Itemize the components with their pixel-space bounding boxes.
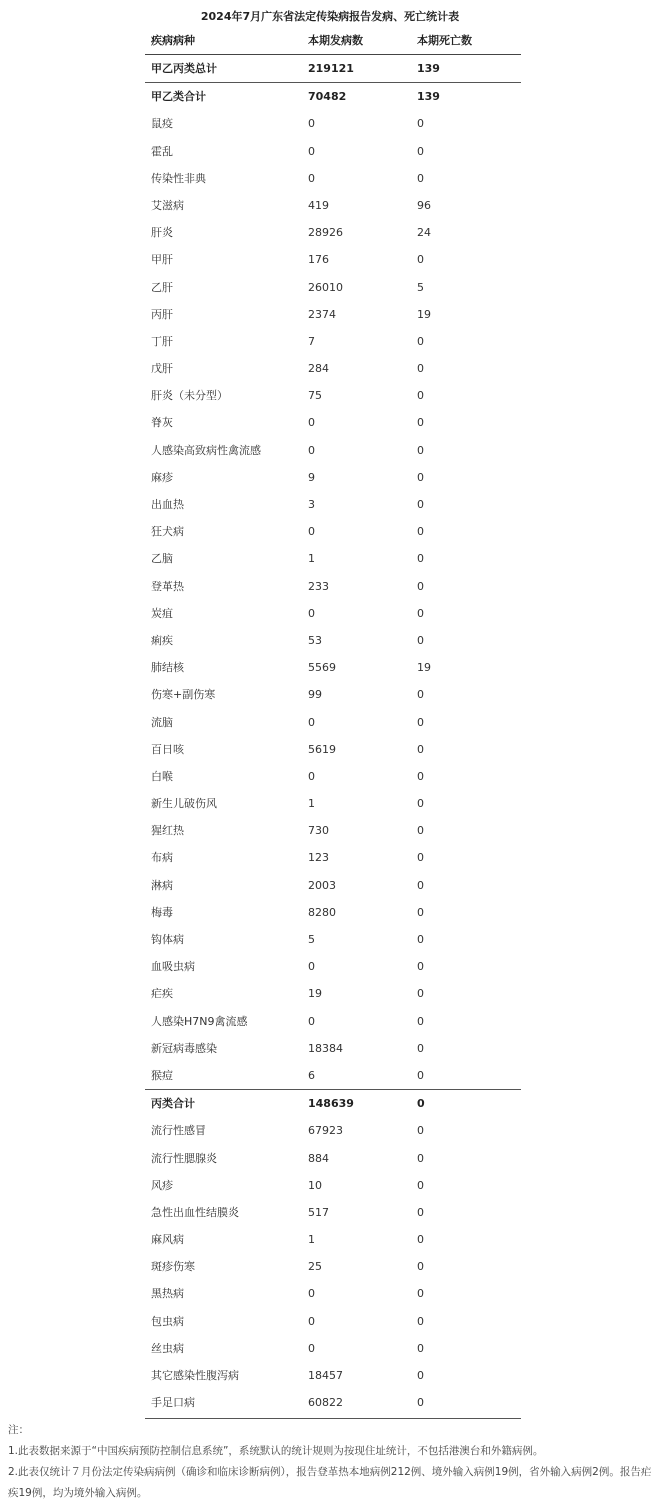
disease-name-cell: 肝炎（未分型） (151, 389, 228, 403)
deaths-cell: 0 (417, 1124, 424, 1138)
table-row (145, 1199, 521, 1226)
disease-name-cell: 痢疾 (151, 633, 173, 647)
deaths-cell: 0 (417, 1205, 424, 1219)
table-row (145, 110, 521, 137)
table-row (145, 355, 521, 382)
table-row (145, 980, 521, 1007)
disease-name-cell: 新冠病毒感染 (151, 1041, 217, 1055)
disease-name-cell: 出血热 (151, 498, 184, 511)
cases-cell: 0 (308, 960, 315, 974)
cases-cell: 1 (308, 552, 315, 566)
disease-name-cell: 肝炎 (151, 226, 173, 240)
deaths-cell: 0 (417, 498, 424, 511)
cases-cell: 60822 (308, 1396, 343, 1410)
cases-cell: 0 (308, 443, 315, 457)
cases-cell: 53 (308, 633, 322, 647)
table-row (145, 1226, 521, 1253)
disease-name-cell: 流脑 (151, 715, 173, 729)
cases-cell: 25 (308, 1260, 322, 1274)
notes-line-1: 1.此表数据来源于“中国疾病预防控制信息系统”，系统默认的统计规则为按现住址统计，不包括港澳台和外籍病例。 (8, 1445, 544, 1457)
table-row (145, 409, 521, 436)
deaths-cell: 0 (417, 688, 424, 702)
table-row (145, 926, 521, 953)
cases-cell: 233 (308, 579, 329, 593)
disease-name-cell: 丙肝 (151, 307, 173, 321)
cases-cell: 26010 (308, 280, 343, 294)
cases-cell: 1 (308, 1233, 315, 1247)
cases-cell: 0 (308, 1014, 315, 1028)
table-row (145, 246, 521, 273)
disease-name-cell: 流行性腮腺炎 (151, 1151, 217, 1165)
deaths-cell: 0 (417, 1041, 424, 1055)
deaths-cell: 0 (417, 1260, 424, 1274)
disease-name-cell: 斑疹伤寒 (151, 1260, 195, 1274)
table-row (145, 464, 521, 491)
disease-name-cell: 甲乙类合计 (151, 90, 206, 104)
cases-cell: 19 (308, 987, 322, 1001)
disease-name-cell: 急性出血性结膜炎 (151, 1205, 239, 1219)
table-row (145, 1062, 521, 1089)
deaths-cell: 0 (417, 416, 424, 430)
cases-cell: 7 (308, 334, 315, 348)
deaths-cell: 0 (417, 987, 424, 1001)
cases-cell: 219121 (308, 62, 354, 75)
table-row (145, 301, 521, 328)
disease-name-cell: 鼠疫 (151, 117, 173, 131)
disease-name-cell: 甲乙丙类总计 (151, 62, 217, 75)
deaths-cell: 0 (417, 1314, 424, 1328)
cases-cell: 148639 (308, 1097, 354, 1111)
deaths-cell: 0 (417, 171, 424, 185)
cases-cell: 517 (308, 1205, 329, 1219)
cases-cell: 5569 (308, 661, 336, 675)
cases-cell: 9 (308, 470, 315, 484)
disease-name-cell: 乙脑 (151, 552, 173, 566)
deaths-cell: 0 (417, 1068, 424, 1082)
deaths-cell: 0 (417, 1341, 424, 1355)
disease-name-cell: 传染性非典 (151, 171, 206, 185)
table-row (145, 817, 521, 844)
deaths-cell: 0 (417, 389, 424, 403)
cases-cell: 0 (308, 1287, 315, 1301)
table-row (145, 328, 521, 355)
table-row (145, 573, 521, 600)
disease-name-cell: 戊肝 (151, 362, 173, 376)
cases-cell: 284 (308, 362, 329, 376)
deaths-cell: 5 (417, 280, 424, 294)
table-row (145, 763, 521, 790)
deaths-cell: 0 (417, 715, 424, 729)
deaths-cell: 139 (417, 62, 440, 75)
table-row (145, 953, 521, 980)
cases-cell: 0 (308, 715, 315, 729)
disease-name-cell: 霍乱 (151, 144, 173, 158)
disease-name-cell: 淋病 (151, 878, 173, 892)
deaths-cell: 0 (417, 117, 424, 131)
deaths-cell: 0 (417, 334, 424, 348)
deaths-cell: 0 (417, 797, 424, 811)
deaths-cell: 0 (417, 933, 424, 946)
table-row (145, 1145, 521, 1172)
cases-cell: 0 (308, 525, 315, 539)
cases-cell: 0 (308, 769, 315, 783)
cases-cell: 2374 (308, 307, 336, 321)
disease-name-cell: 布病 (151, 851, 173, 865)
disease-name-cell: 白喉 (151, 769, 173, 783)
header-cases: 本期发病数 (308, 34, 363, 47)
deaths-cell: 139 (417, 90, 440, 104)
deaths-cell: 0 (417, 1014, 424, 1028)
disease-name-cell: 伤寒+副伤寒 (151, 688, 216, 702)
table-row (145, 1089, 521, 1117)
disease-name-cell: 流行性感冒 (151, 1124, 206, 1138)
deaths-cell: 0 (417, 606, 424, 620)
deaths-cell: 0 (417, 1233, 424, 1247)
table-row (145, 165, 521, 192)
disease-name-cell: 血吸虫病 (151, 960, 195, 974)
cases-cell: 0 (308, 606, 315, 620)
table-row (145, 1362, 521, 1389)
deaths-cell: 24 (417, 226, 431, 240)
table-row (145, 1035, 521, 1062)
disease-name-cell: 手足口病 (151, 1396, 195, 1410)
cases-cell: 28926 (308, 226, 343, 240)
deaths-cell: 0 (417, 1396, 424, 1410)
deaths-cell: 0 (417, 633, 424, 647)
disease-name-cell: 猴痘 (151, 1068, 173, 1082)
cases-cell: 0 (308, 117, 315, 131)
disease-statistics-table (145, 27, 521, 1416)
table-row (145, 654, 521, 681)
table-row (145, 274, 521, 301)
table-row (145, 709, 521, 736)
cases-cell: 18384 (308, 1041, 343, 1055)
table-row (145, 82, 521, 110)
cases-cell: 8280 (308, 905, 336, 919)
deaths-cell: 0 (417, 742, 424, 756)
disease-name-cell: 麻疹 (151, 470, 173, 484)
disease-name-cell: 钩体病 (151, 933, 184, 946)
disease-name-cell: 丁肝 (151, 334, 173, 348)
deaths-cell: 0 (417, 1178, 424, 1192)
cases-cell: 6 (308, 1068, 315, 1082)
deaths-cell: 0 (417, 769, 424, 783)
disease-name-cell: 风疹 (151, 1178, 173, 1192)
deaths-cell: 0 (417, 253, 424, 267)
table-bottom-rule (145, 1418, 521, 1419)
disease-name-cell: 麻风病 (151, 1233, 184, 1247)
table-row (145, 872, 521, 899)
disease-name-cell: 炭疽 (151, 606, 173, 620)
deaths-cell: 0 (417, 525, 424, 539)
deaths-cell: 19 (417, 661, 431, 675)
cases-cell: 884 (308, 1151, 329, 1165)
disease-name-cell: 人感染H7N9禽流感 (151, 1014, 248, 1028)
deaths-cell: 0 (417, 552, 424, 566)
table-row (145, 192, 521, 219)
table-row (145, 627, 521, 654)
table-row (145, 1280, 521, 1307)
table-title: 2024年7月广东省法定传染病报告发病、死亡统计表 (200, 10, 460, 23)
table-header-row (145, 27, 521, 55)
cases-cell: 2003 (308, 878, 336, 892)
deaths-cell: 0 (417, 443, 424, 457)
notes (8, 1420, 656, 1504)
deaths-cell: 0 (417, 470, 424, 484)
table-row (145, 1117, 521, 1144)
deaths-cell: 0 (417, 960, 424, 974)
disease-name-cell: 百日咳 (151, 742, 184, 756)
disease-name-cell: 丙类合计 (151, 1097, 195, 1111)
cases-cell: 0 (308, 171, 315, 185)
deaths-cell: 0 (417, 905, 424, 919)
deaths-cell: 0 (417, 1287, 424, 1301)
deaths-cell: 0 (417, 144, 424, 158)
disease-name-cell: 其它感染性腹泻病 (151, 1369, 239, 1382)
table-row (145, 1335, 521, 1362)
table-row (145, 1008, 521, 1035)
table-row (145, 545, 521, 572)
cases-cell: 0 (308, 1341, 315, 1355)
cases-cell: 5619 (308, 742, 336, 756)
deaths-cell: 0 (417, 362, 424, 376)
cases-cell: 10 (308, 1178, 322, 1192)
deaths-cell: 96 (417, 198, 431, 212)
deaths-cell: 0 (417, 1151, 424, 1165)
cases-cell: 75 (308, 389, 322, 403)
cases-cell: 419 (308, 198, 329, 212)
table-row (145, 138, 521, 165)
disease-name-cell: 黑热病 (151, 1287, 184, 1301)
cases-cell: 70482 (308, 90, 347, 104)
disease-name-cell: 脊灰 (151, 416, 173, 430)
table-row (145, 491, 521, 518)
cases-cell: 1 (308, 797, 315, 811)
deaths-cell: 0 (417, 824, 424, 838)
disease-name-cell: 肺结核 (151, 661, 184, 675)
header-deaths: 本期死亡数 (417, 34, 472, 47)
cases-cell: 0 (308, 416, 315, 430)
table-row (145, 219, 521, 246)
cases-cell: 67923 (308, 1124, 343, 1138)
cases-cell: 0 (308, 1314, 315, 1328)
disease-name-cell: 猩红热 (151, 824, 184, 838)
disease-name-cell: 疟疾 (151, 987, 173, 1001)
disease-name-cell: 艾滋病 (151, 198, 184, 212)
disease-name-cell: 新生儿破伤风 (151, 797, 217, 811)
table-row (145, 844, 521, 871)
table-row (145, 1172, 521, 1199)
table-row (145, 55, 521, 82)
table-row (145, 681, 521, 708)
cases-cell: 730 (308, 824, 329, 838)
disease-name-cell: 狂犬病 (151, 525, 184, 539)
notes-label: 注： (8, 1424, 29, 1436)
cases-cell: 123 (308, 851, 329, 865)
notes-line-2: 2.此表仅统计７月份法定传染病病例（确诊和临床诊断病例），报告登革热本地病例212例、境外输入病例19例，省外输入病例2例。报告疟疾19例，均为境外输入病例。 (8, 1466, 652, 1499)
disease-name-cell: 包虫病 (151, 1314, 184, 1328)
table-row (145, 437, 521, 464)
table-row (145, 518, 521, 545)
disease-name-cell: 甲肝 (151, 253, 173, 267)
disease-name-cell: 乙肝 (151, 280, 173, 294)
table-row (145, 600, 521, 627)
deaths-cell: 0 (417, 851, 424, 865)
cases-cell: 5 (308, 933, 315, 946)
table-row (145, 1389, 521, 1416)
table-row (145, 899, 521, 926)
deaths-cell: 0 (417, 1369, 424, 1382)
cases-cell: 99 (308, 688, 322, 702)
table-row (145, 736, 521, 763)
deaths-cell: 0 (417, 878, 424, 892)
table-row (145, 382, 521, 409)
disease-name-cell: 登革热 (151, 579, 184, 593)
disease-name-cell: 梅毒 (151, 905, 173, 919)
deaths-cell: 0 (417, 579, 424, 593)
cases-cell: 18457 (308, 1369, 343, 1382)
cases-cell: 3 (308, 498, 315, 511)
cases-cell: 0 (308, 144, 315, 158)
cases-cell: 176 (308, 253, 329, 267)
table-row (145, 1253, 521, 1280)
header-disease: 疾病病种 (151, 34, 195, 47)
deaths-cell: 0 (417, 1097, 425, 1111)
disease-name-cell: 人感染高致病性禽流感 (151, 443, 261, 457)
deaths-cell: 19 (417, 307, 431, 321)
table-row (145, 790, 521, 817)
disease-name-cell: 丝虫病 (151, 1341, 184, 1355)
table-row (145, 1308, 521, 1335)
